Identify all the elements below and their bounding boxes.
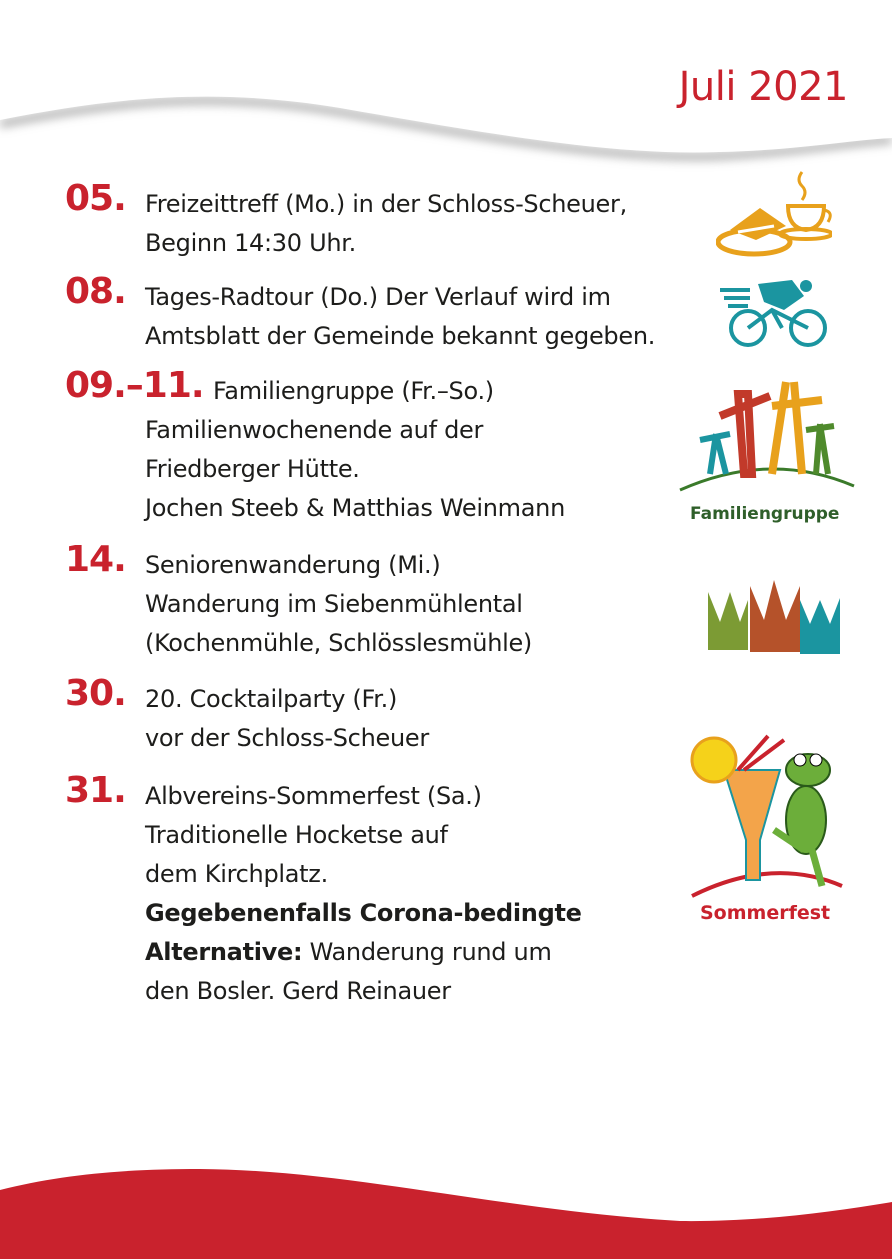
event-date: 09.–11. xyxy=(65,365,204,406)
event-date: 14. xyxy=(65,539,126,580)
event-text: Tages-Radtour (Do.) Der Verlauf wird im xyxy=(145,283,611,311)
event-entry xyxy=(65,673,429,758)
event-text: Seniorenwanderung (Mi.) xyxy=(145,551,441,579)
event-text-bold: Gegebenenfalls Corona-bedingte xyxy=(145,899,582,927)
event-text: Amtsblatt der Gemeinde bekannt gegeben. xyxy=(145,322,656,350)
event-text: Familienwochenende auf der xyxy=(145,416,484,444)
event-text: Familiengruppe (Fr.–So.) xyxy=(213,377,494,405)
event-text: Traditionelle Hocketse auf xyxy=(145,821,448,849)
sommerfest-label: Sommerfest xyxy=(700,902,831,924)
family-group-label: Familiengruppe xyxy=(690,504,840,524)
event-entry xyxy=(65,178,627,263)
family-group-icon xyxy=(676,376,858,496)
event-entry xyxy=(65,539,533,663)
event-text: Wanderung im Siebenmühlental xyxy=(145,590,523,618)
summer-party-frog-icon xyxy=(688,730,844,900)
event-date: 05. xyxy=(65,178,126,219)
cyclist-icon xyxy=(718,276,832,350)
event-text: dem Kirchplatz. xyxy=(145,860,328,888)
coffee-cake-icon xyxy=(716,168,832,260)
event-text: Beginn 14:30 Uhr. xyxy=(145,229,356,257)
event-text: 20. Cocktailparty (Fr.) xyxy=(145,685,398,713)
event-entry xyxy=(65,271,656,356)
event-date: 08. xyxy=(65,271,126,312)
event-entry xyxy=(65,770,582,1011)
event-text: Albvereins-Sommerfest (Sa.) xyxy=(145,782,482,810)
page-title: Juli 2021 xyxy=(678,64,848,110)
event-date: 31. xyxy=(65,770,126,811)
event-entry xyxy=(65,365,565,528)
event-text: Wanderung rund um xyxy=(302,938,552,966)
event-text: den Bosler. Gerd Reinauer xyxy=(145,977,451,1005)
event-text: Friedberger Hütte. xyxy=(145,455,360,483)
event-text-bold: Alternative: xyxy=(145,938,303,966)
event-date: 30. xyxy=(65,673,126,714)
seniors-icon xyxy=(700,578,846,654)
event-text: Jochen Steeb & Matthias Weinmann xyxy=(145,494,565,522)
event-text: vor der Schloss-Scheuer xyxy=(145,724,429,752)
event-text: (Kochenmühle, Schlösslesmühle) xyxy=(145,629,533,657)
event-text: Freizeittreff (Mo.) in der Schloss-Scheuer, xyxy=(145,190,627,218)
bottom-wave xyxy=(0,1169,892,1259)
